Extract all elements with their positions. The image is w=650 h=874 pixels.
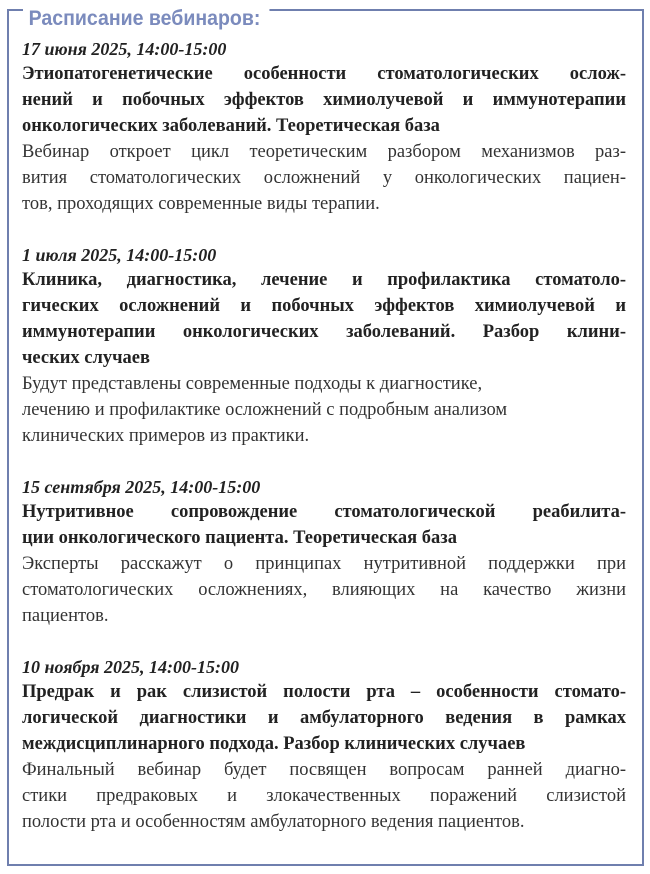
webinar-description-line: стоматологических осложнениях, влияющих на качество жизни [22,580,626,600]
webinar-title-line: Клиника, диагностика, лечение и профилактика стоматоло- [22,270,626,290]
webinar-description [22,371,626,449]
webinar-title-line: ции онкологического пациента. Теоретическая база [22,528,457,548]
webinar-description [22,757,626,835]
webinar-description-line: вития стоматологических осложнений у онкологических пациен- [22,168,626,188]
schedule-heading: Расписание вебинаров: [23,6,270,32]
webinar-title-line: Нутритивное сопровождение стоматологической реабилита- [22,502,626,522]
webinar-date: 1 июля 2025, 14:00-15:00 [22,245,217,265]
webinar-item-4 [22,655,626,835]
webinar-item-3 [22,475,626,629]
webinar-description-line: Вебинар откроет цикл теоретическим разбором механизмов раз- [22,142,626,162]
webinar-date: 17 июня 2025, 14:00-15:00 [22,39,227,59]
webinar-description [22,551,626,629]
webinar-title-line: нений и побочных эффектов химиолучевой и иммунотерапии [22,90,626,110]
webinar-title [22,679,626,757]
webinar-description-line: Финальный вебинар будет посвящен вопросам ранней диагно- [22,760,626,780]
webinar-date: 15 сентября 2025, 14:00-15:00 [22,477,261,497]
webinar-description [22,139,626,217]
webinar-description-line: лечению и профилактике осложнений с подробным анализом [22,400,508,420]
webinar-title [22,61,626,139]
webinar-title-line: онкологических заболеваний. Теоретическая база [22,116,440,136]
webinar-description-line: тов, проходящих современные виды терапии. [22,194,380,214]
webinar-description-line: Эксперты расскажут о принципах нутритивной поддержки при [22,554,626,574]
webinar-title-line: междисциплинарного подхода. Разбор клинических случаев [22,734,526,754]
webinar-title-line: гических осложнений и побочных эффектов химиолучевой и [22,296,626,316]
webinar-list [22,37,626,861]
webinar-title [22,499,626,551]
webinar-title [22,267,626,371]
webinar-description-line: клинических примеров из практики. [22,426,310,446]
schedule-frame [7,9,644,866]
webinar-description-line: пациентов. [22,606,109,626]
webinar-description-line: полости рта и особенностям амбулаторного ведения пациентов. [22,812,525,832]
webinar-date: 10 ноября 2025, 14:00-15:00 [22,657,240,677]
webinar-title-line: логической диагностики и амбулаторного ведения в рамках [22,708,626,728]
webinar-description-line: стики предраковых и злокачественных поражений слизистой [22,786,626,806]
webinar-description-line: Будут представлены современные подходы к диагностике, [22,374,483,394]
webinar-title-line: Этиопатогенетические особенности стоматологических ослож- [22,64,626,84]
webinar-item-1 [22,37,626,217]
webinar-title-line: иммунотерапии онкологических заболеваний. Разбор клини- [22,322,626,342]
webinar-item-2 [22,243,626,449]
webinar-title-line: Предрак и рак слизистой полости рта – особенности стомато- [22,682,626,702]
webinar-title-line: ческих случаев [22,348,151,368]
